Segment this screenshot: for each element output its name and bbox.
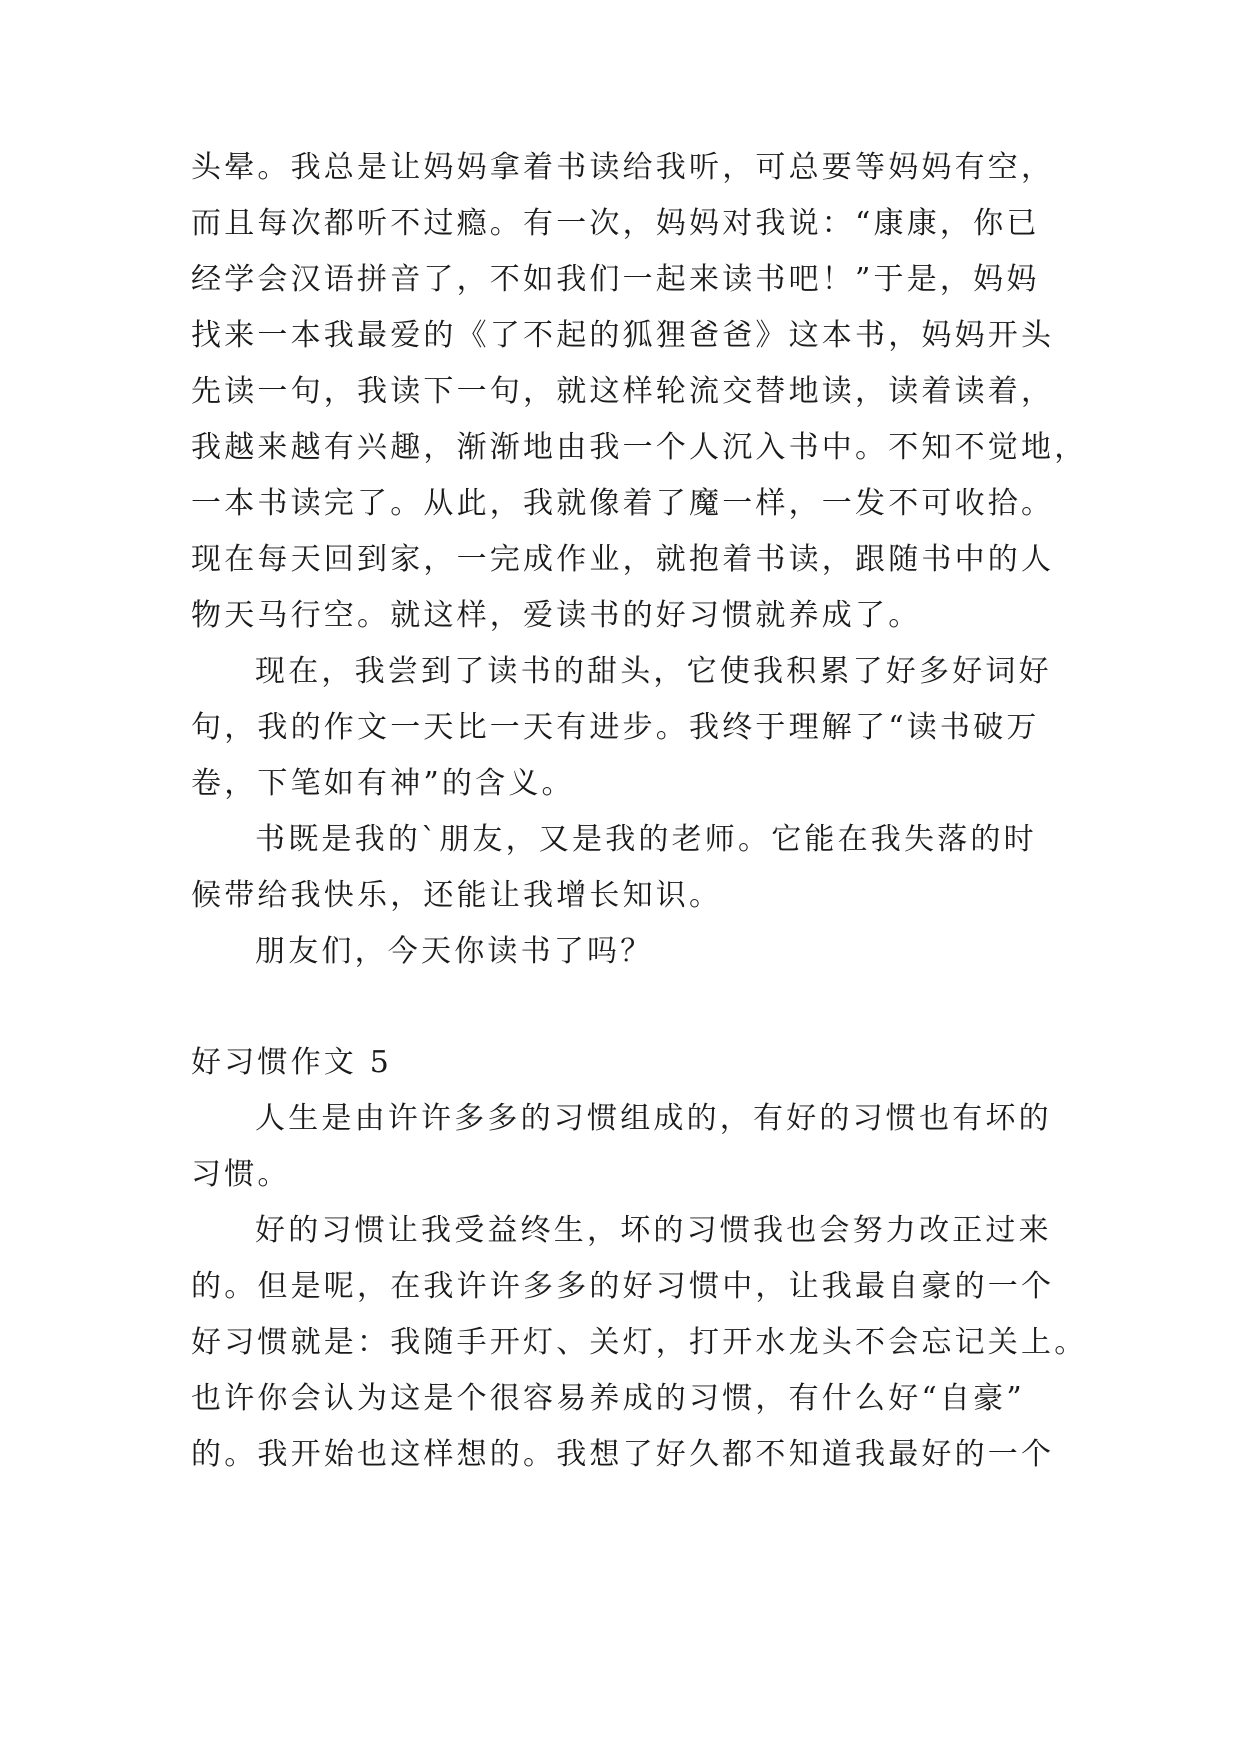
text-line: 朋友们，今天你读书了吗？ <box>255 934 654 969</box>
text-line: 的。我开始也这样想的。我想了好久都不知道我最好的一个 <box>191 1437 1055 1472</box>
text-line: 的。但是呢，在我许许多多的好习惯中，让我最自豪的一个 <box>191 1269 1055 1304</box>
text-line: 先读一句，我读下一句，就这样轮流交替地读，读着读着， <box>191 374 1055 409</box>
text-line: 句，我的作文一天比一天有进步。我终于理解了“读书破万 <box>191 710 1040 745</box>
text-line: 卷，下笔如有神”的含义。 <box>191 766 575 801</box>
text-line: 也许你会认为这是个很容易养成的习惯，有什么好“自豪” <box>191 1381 1025 1416</box>
text-line: 找来一本我最爱的《了不起的狐狸爸爸》这本书，妈妈开头 <box>191 318 1055 353</box>
section-heading: 好习惯作文 5 <box>191 1045 393 1080</box>
text-line: 经学会汉语拼音了，不如我们一起来读书吧！”于是，妈妈 <box>191 262 1040 297</box>
text-line: 物天马行空。就这样，爱读书的好习惯就养成了。 <box>191 598 922 633</box>
text-line: 现在每天回到家，一完成作业，就抱着书读，跟随书中的人 <box>191 542 1055 577</box>
text-line: 人生是由许许多多的习惯组成的，有好的习惯也有坏的 <box>255 1101 1052 1136</box>
text-line: 头晕。我总是让妈妈拿着书读给我听，可总要等妈妈有空， <box>191 150 1055 185</box>
text-line: 习惯。 <box>191 1157 291 1192</box>
text-line: 而且每次都听不过瘾。有一次，妈妈对我说：“康康，你已 <box>191 206 1040 241</box>
text-line: 现在，我尝到了读书的甜头，它使我积累了好多好词好 <box>255 654 1052 689</box>
text-line: 好的习惯让我受益终生，坏的习惯我也会努力改正过来 <box>255 1213 1052 1248</box>
text-line: 书既是我的`朋友，又是我的老师。它能在我失落的时 <box>255 822 1037 857</box>
text-line: 我越来越有兴趣，渐渐地由我一个人沉入书中。不知不觉地， <box>191 430 1088 465</box>
text-line: 候带给我快乐，还能让我增长知识。 <box>191 878 723 913</box>
text-line: 一本书读完了。从此，我就像着了魔一样，一发不可收拾。 <box>191 486 1055 521</box>
text-line: 好习惯就是：我随手开灯、关灯，打开水龙头不会忘记关上。 <box>191 1325 1088 1360</box>
